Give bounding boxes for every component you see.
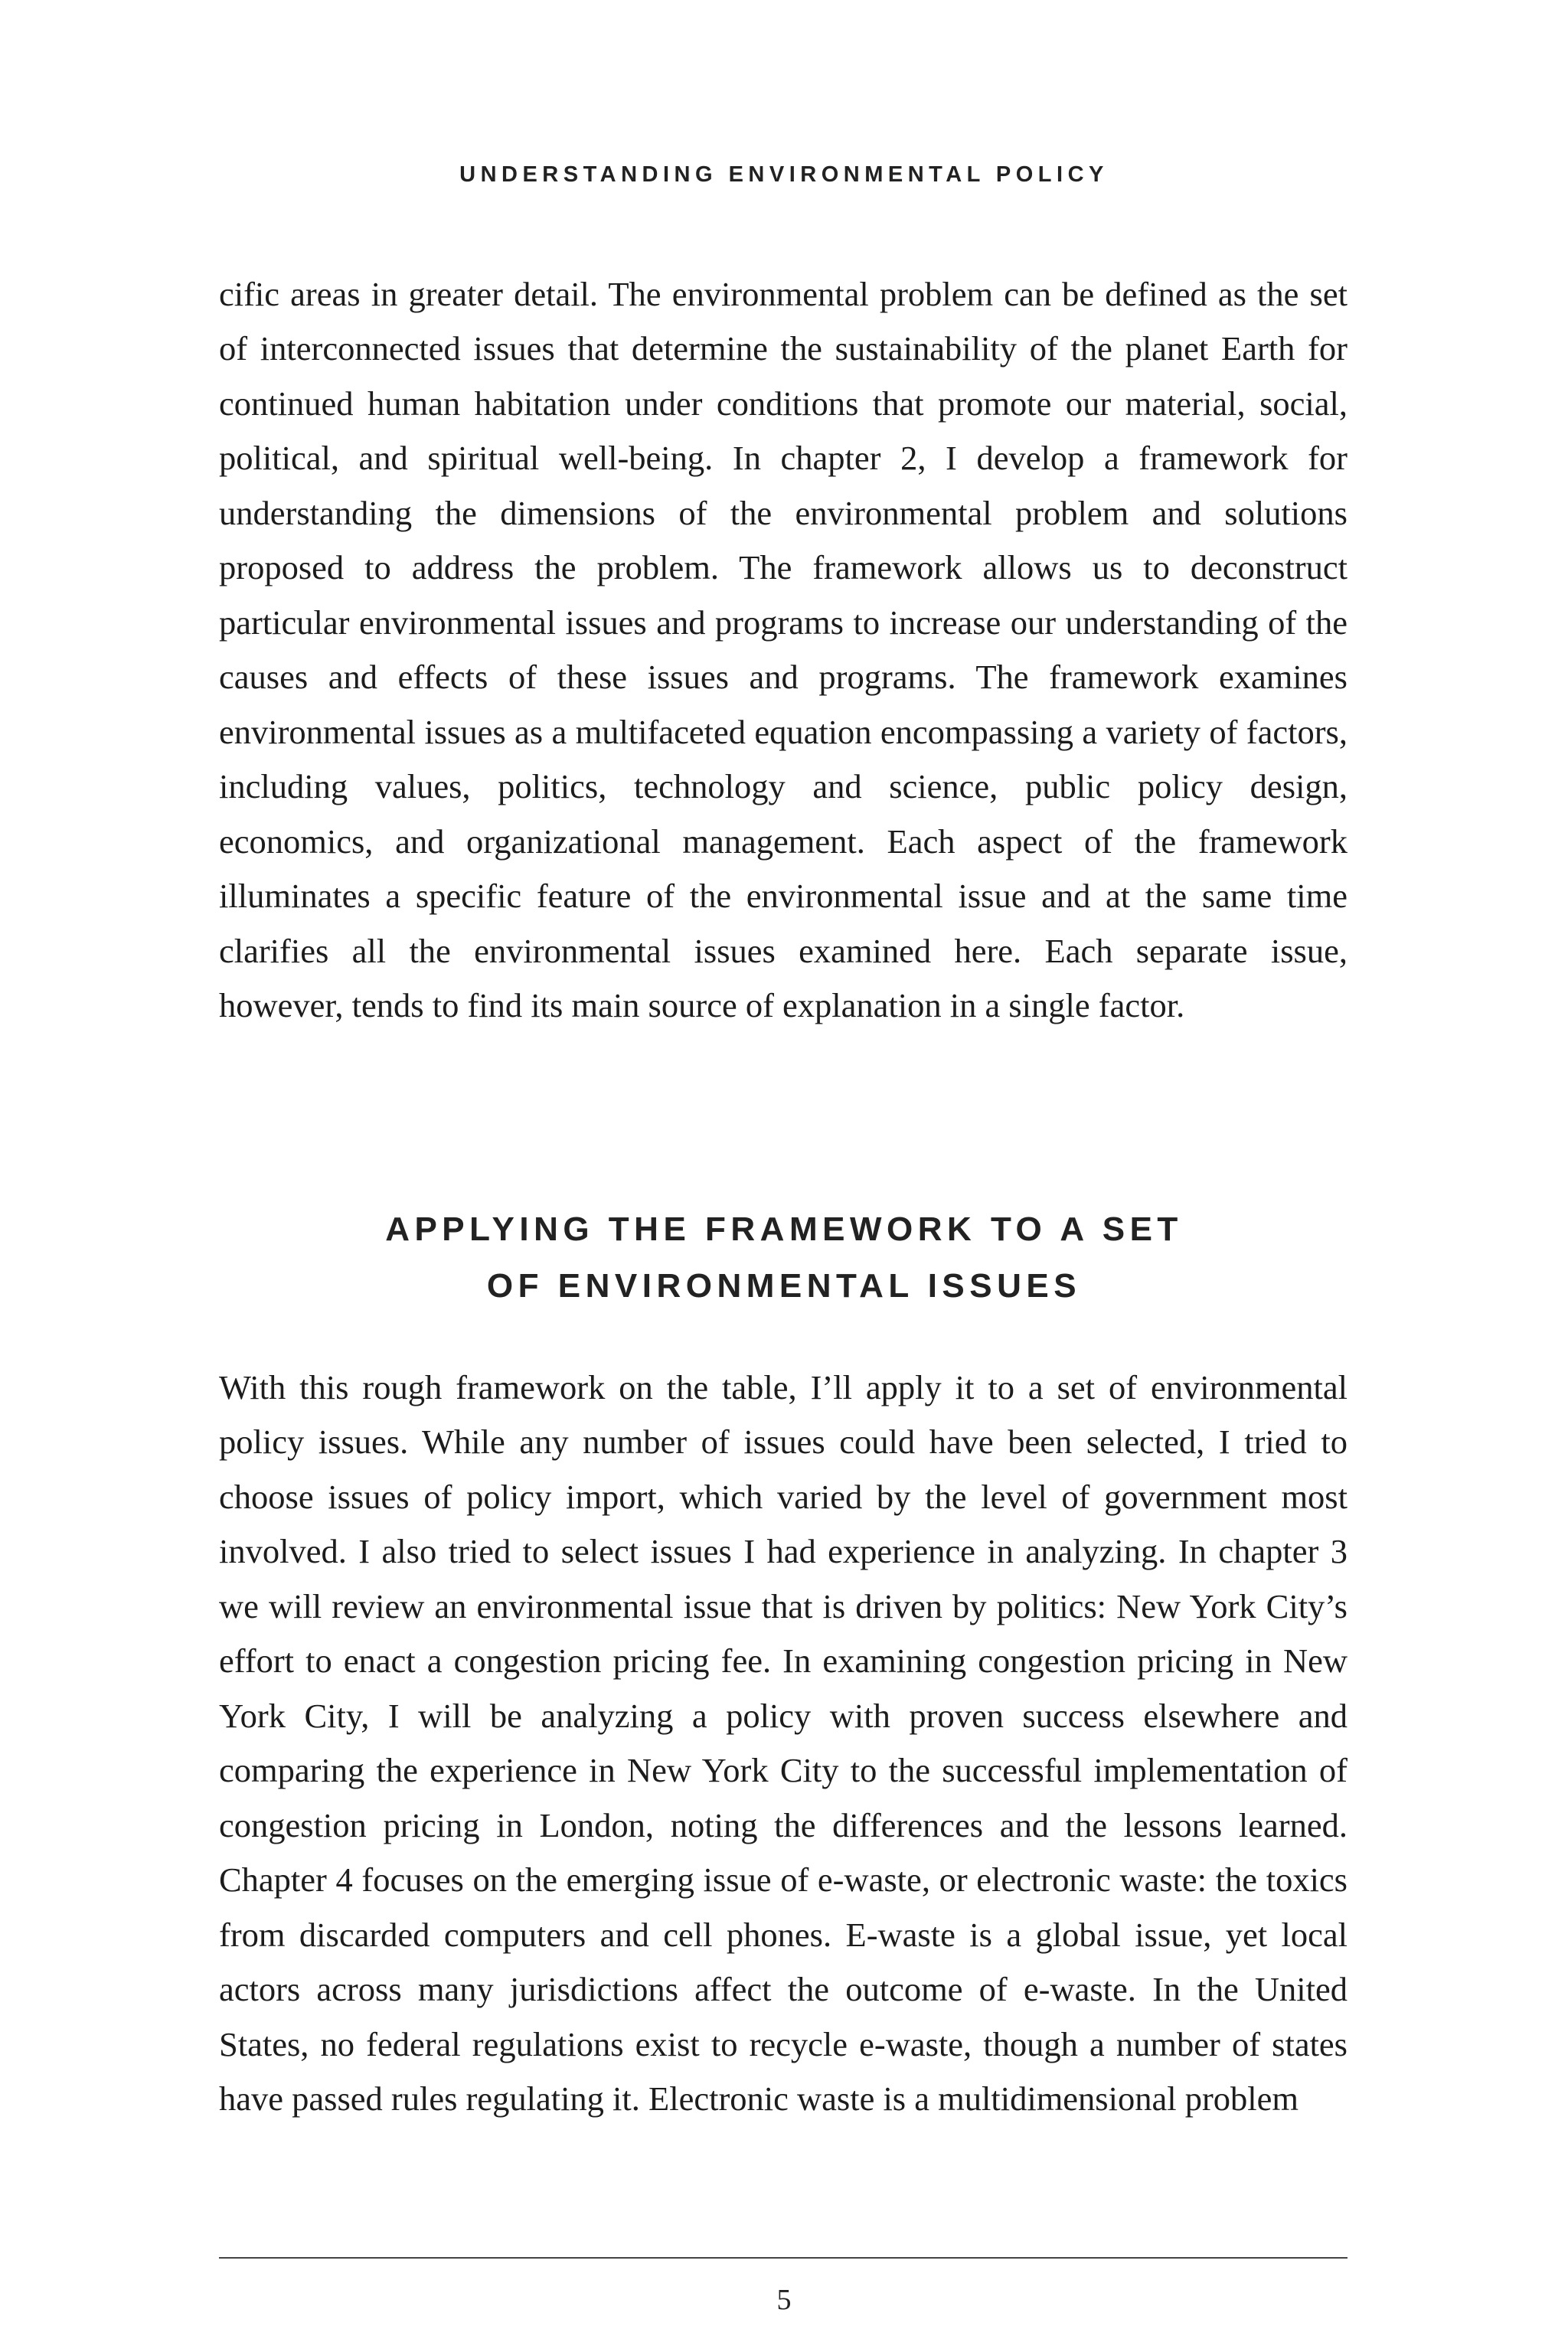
body-paragraph-2: With this rough framework on the table, I’ll apply it to a set of environmental policy issues. While any number of issues could have been selected, I tried to choose issues of policy import, which varied by the level of government most involved. I also tried to select issues I had experience in analyzing. In chapter 3 we will review an environmental issue that is driven by politics: New York City’s effort to enact a congestion pricing fee. In examining congestion pricing in New York City, I will be analyzing a policy with proven success elsewhere and comparing the experience in New York City to the successful implementation of congestion pricing in London, noting the differences and the lessons learned. Chapter 4 focuses on the emerging issue of e-waste, or electronic waste: the toxics from discarded computers and cell phones. E-waste is a global issue, yet local actors across many jurisdictions affect the outcome of e-waste. In the United States, no federal regulations exist to recycle e-waste, though a number of states have passed rules regulating it. Electronic waste is a multidimensional problem	[219, 1367, 1348, 2118]
page-number: 5	[776, 2284, 792, 2316]
section-heading-line-1: APPLYING THE FRAMEWORK TO A SET	[385, 1210, 1183, 1248]
running-head: UNDERSTANDING ENVIRONMENTAL POLICY	[459, 162, 1109, 187]
body-paragraph-1: cific areas in greater detail. The environmental problem can be defined as the set of interconnected issues that determine the sustainability of the planet Earth for continued human habitation under conditions that promote our material, social, political, and spiritual well-being. In chapter 2, I develop a framework for understanding the dimensions of the environmental problem and solutions proposed to address the problem. The framework allows us to deconstruct particular environmental issues and programs to increase our understanding of the causes and effects of these issues and programs. The framework examines environmental issues as a multifaceted equation encompassing a variety of factors, including values, politics, technology and science, public policy design, economics, and organizational management. Each aspect of the framework illuminates a specific feature of the environmental issue and at the same time clarifies all the environmental issues examined here. Each separate issue, however, tends to find its main source of explanation in a single factor.	[219, 274, 1348, 1024]
section-heading-line-2: OF ENVIRONMENTAL ISSUES	[486, 1266, 1082, 1305]
section-heading	[0, 1201, 1568, 1315]
footer-rule	[219, 2257, 1348, 2259]
